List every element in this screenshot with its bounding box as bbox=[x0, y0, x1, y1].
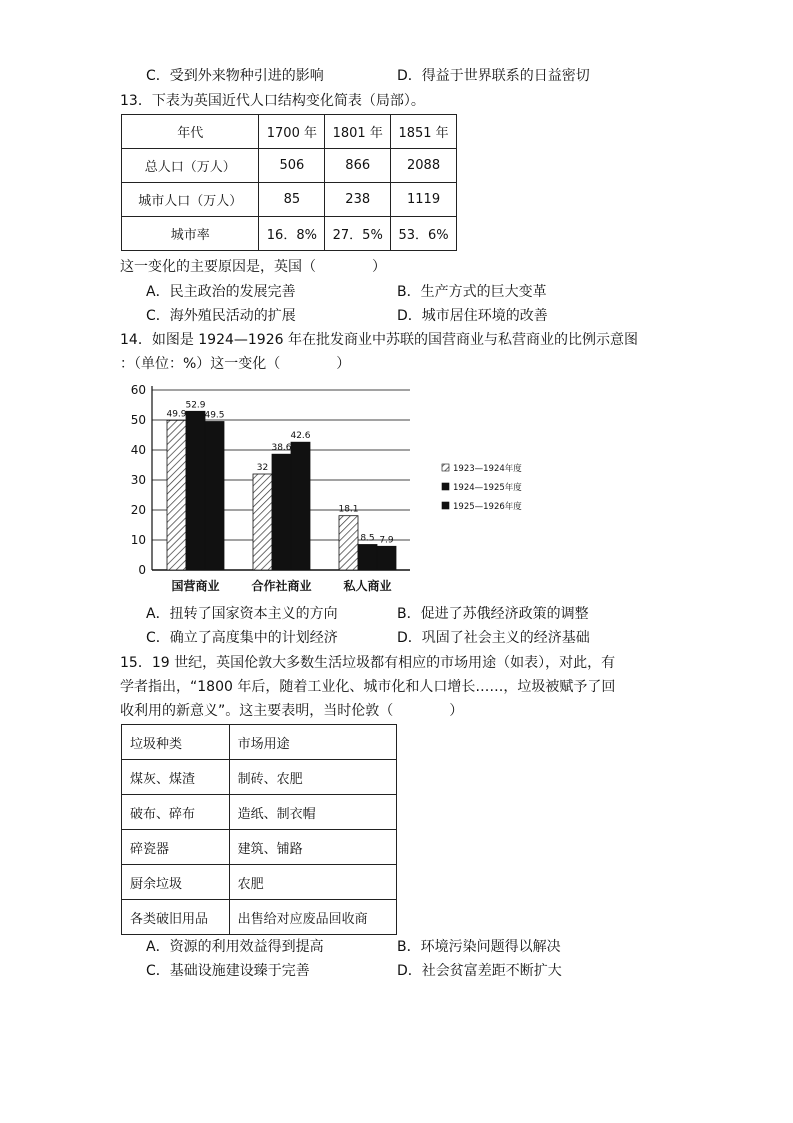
table-header-row bbox=[122, 115, 457, 149]
bar bbox=[253, 474, 272, 570]
table-cell: 城市率 bbox=[122, 217, 259, 251]
table-row bbox=[122, 865, 397, 900]
table-cell: 出售给对应废品回收商 bbox=[229, 900, 396, 935]
data-label: 38.6 bbox=[271, 443, 292, 454]
legend-entry: 1925—1926年度 bbox=[453, 502, 522, 512]
table-cell: 总人口（万人） bbox=[122, 149, 259, 183]
table-cell: 53．6% bbox=[391, 217, 457, 251]
y-tick-label: 0 bbox=[138, 563, 146, 577]
table-row bbox=[122, 830, 397, 865]
table-header-cell: 年代 bbox=[122, 115, 259, 149]
data-label: 49.5 bbox=[204, 410, 225, 421]
table-row bbox=[122, 149, 457, 183]
table-cell: 建筑、铺路 bbox=[229, 830, 396, 865]
bar bbox=[291, 442, 310, 570]
data-label: 7.9 bbox=[379, 535, 394, 546]
q13-stem: 13．下表为英国近代人口结构变化简表（局部）。 bbox=[120, 93, 425, 109]
y-tick-label: 20 bbox=[130, 503, 146, 517]
x-tick-label: 国营商业 bbox=[171, 579, 220, 593]
table-cell: 各类破旧用品 bbox=[122, 900, 230, 935]
y-tick-label: 40 bbox=[130, 443, 146, 457]
data-label: 18.1 bbox=[338, 504, 359, 515]
q15-option-d: D．社会贫富差距不断扩大 bbox=[397, 963, 562, 979]
q13-option-c: C．海外殖民活动的扩展 bbox=[146, 308, 296, 324]
q15-stem-line2: 学者指出，“1800 年后，随着工业化、城市化和人口增长……，垃圾被赋予了回 bbox=[120, 679, 616, 695]
y-tick-label: 50 bbox=[130, 413, 146, 427]
table-cell: 16．8% bbox=[259, 217, 325, 251]
table-cell: 碎瓷器 bbox=[122, 830, 230, 865]
table-header-cell: 1851 年 bbox=[391, 115, 457, 149]
table-header-cell: 市场用途 bbox=[229, 725, 396, 760]
table-header-cell: 垃圾种类 bbox=[122, 725, 230, 760]
y-tick-label: 60 bbox=[130, 383, 146, 397]
table-cell: 煤灰、煤渣 bbox=[122, 760, 230, 795]
y-tick-label: 30 bbox=[130, 473, 146, 487]
bar bbox=[272, 454, 291, 570]
table-header-cell: 1801 年 bbox=[325, 115, 391, 149]
q15-stem-line1: 15．19 世纪，英国伦敦大多数生活垃圾都有相应的市场用途（如表），对此，有 bbox=[120, 655, 616, 671]
q14-bar-chart bbox=[120, 378, 540, 600]
q12-option-c: C．受到外来物种引进的影响 bbox=[146, 68, 324, 84]
legend-entry: 1924—1925年度 bbox=[453, 483, 522, 493]
q14-option-b: B．促进了苏俄经济政策的调整 bbox=[397, 606, 589, 622]
q13-option-a: A．民主政治的发展完善 bbox=[146, 284, 296, 300]
data-label: 49.9 bbox=[166, 409, 187, 420]
data-label: 8.5 bbox=[360, 533, 375, 544]
legend-swatch bbox=[442, 464, 449, 471]
bar bbox=[358, 545, 377, 571]
legend-entry: 1923—1924年度 bbox=[453, 464, 522, 474]
bar bbox=[167, 420, 186, 570]
table-header-cell: 1700 年 bbox=[259, 115, 325, 149]
bar bbox=[377, 546, 396, 570]
table-row bbox=[122, 900, 397, 935]
table-cell: 2088 bbox=[391, 149, 457, 183]
q15-option-b: B．环境污染问题得以解决 bbox=[397, 939, 561, 955]
table-cell: 城市人口（万人） bbox=[122, 183, 259, 217]
q14-stem-line1: 14．如图是 1924—1926 年在批发商业中苏联的国营商业与私营商业的比例示意图 bbox=[120, 332, 638, 348]
data-label: 32 bbox=[256, 463, 269, 473]
table-row bbox=[122, 795, 397, 830]
table-cell: 85 bbox=[259, 183, 325, 217]
table-cell: 506 bbox=[259, 149, 325, 183]
table-cell: 制砖、农肥 bbox=[229, 760, 396, 795]
q15-option-c: C．基础设施建设臻于完善 bbox=[146, 963, 310, 979]
data-label: 52.9 bbox=[185, 400, 206, 411]
q15-stem-line3: 收利用的新意义”。这主要表明，当时伦敦（ ） bbox=[120, 703, 464, 719]
table-header-row bbox=[122, 725, 397, 760]
y-tick-label: 10 bbox=[130, 533, 146, 547]
q13-population-table bbox=[121, 114, 457, 251]
q12-option-d: D．得益于世界联系的日益密切 bbox=[397, 68, 590, 84]
q13-question: 这一变化的主要原因是，英国（ ） bbox=[120, 259, 386, 275]
q15-waste-table bbox=[121, 724, 397, 935]
q14-option-d: D．巩固了社会主义的经济基础 bbox=[397, 630, 590, 646]
q14-option-a: A．扭转了国家资本主义的方向 bbox=[146, 606, 338, 622]
table-row bbox=[122, 217, 457, 251]
table-cell: 厨余垃圾 bbox=[122, 865, 230, 900]
legend-swatch bbox=[442, 502, 449, 509]
table-cell: 27．5% bbox=[325, 217, 391, 251]
table-cell: 866 bbox=[325, 149, 391, 183]
table-cell: 1119 bbox=[391, 183, 457, 217]
q15-option-a: A．资源的利用效益得到提高 bbox=[146, 939, 324, 955]
table-cell: 破布、碎布 bbox=[122, 795, 230, 830]
table-cell: 造纸、制衣帽 bbox=[229, 795, 396, 830]
q14-option-c: C．确立了高度集中的计划经济 bbox=[146, 630, 338, 646]
x-tick-label: 合作社商业 bbox=[251, 579, 312, 593]
data-label: 42.6 bbox=[290, 431, 311, 442]
table-row bbox=[122, 760, 397, 795]
q13-option-d: D．城市居住环境的改善 bbox=[397, 308, 548, 324]
bar bbox=[205, 422, 224, 571]
bar bbox=[339, 516, 358, 570]
q13-option-b: B．生产方式的巨大变革 bbox=[397, 284, 547, 300]
bar bbox=[186, 411, 205, 570]
legend-swatch bbox=[442, 483, 449, 490]
table-cell: 238 bbox=[325, 183, 391, 217]
table-row bbox=[122, 183, 457, 217]
x-tick-label: 私人商业 bbox=[343, 579, 392, 593]
q14-stem-line2: ：（单位：%）这一变化（ ） bbox=[120, 356, 351, 372]
table-cell: 农肥 bbox=[229, 865, 396, 900]
